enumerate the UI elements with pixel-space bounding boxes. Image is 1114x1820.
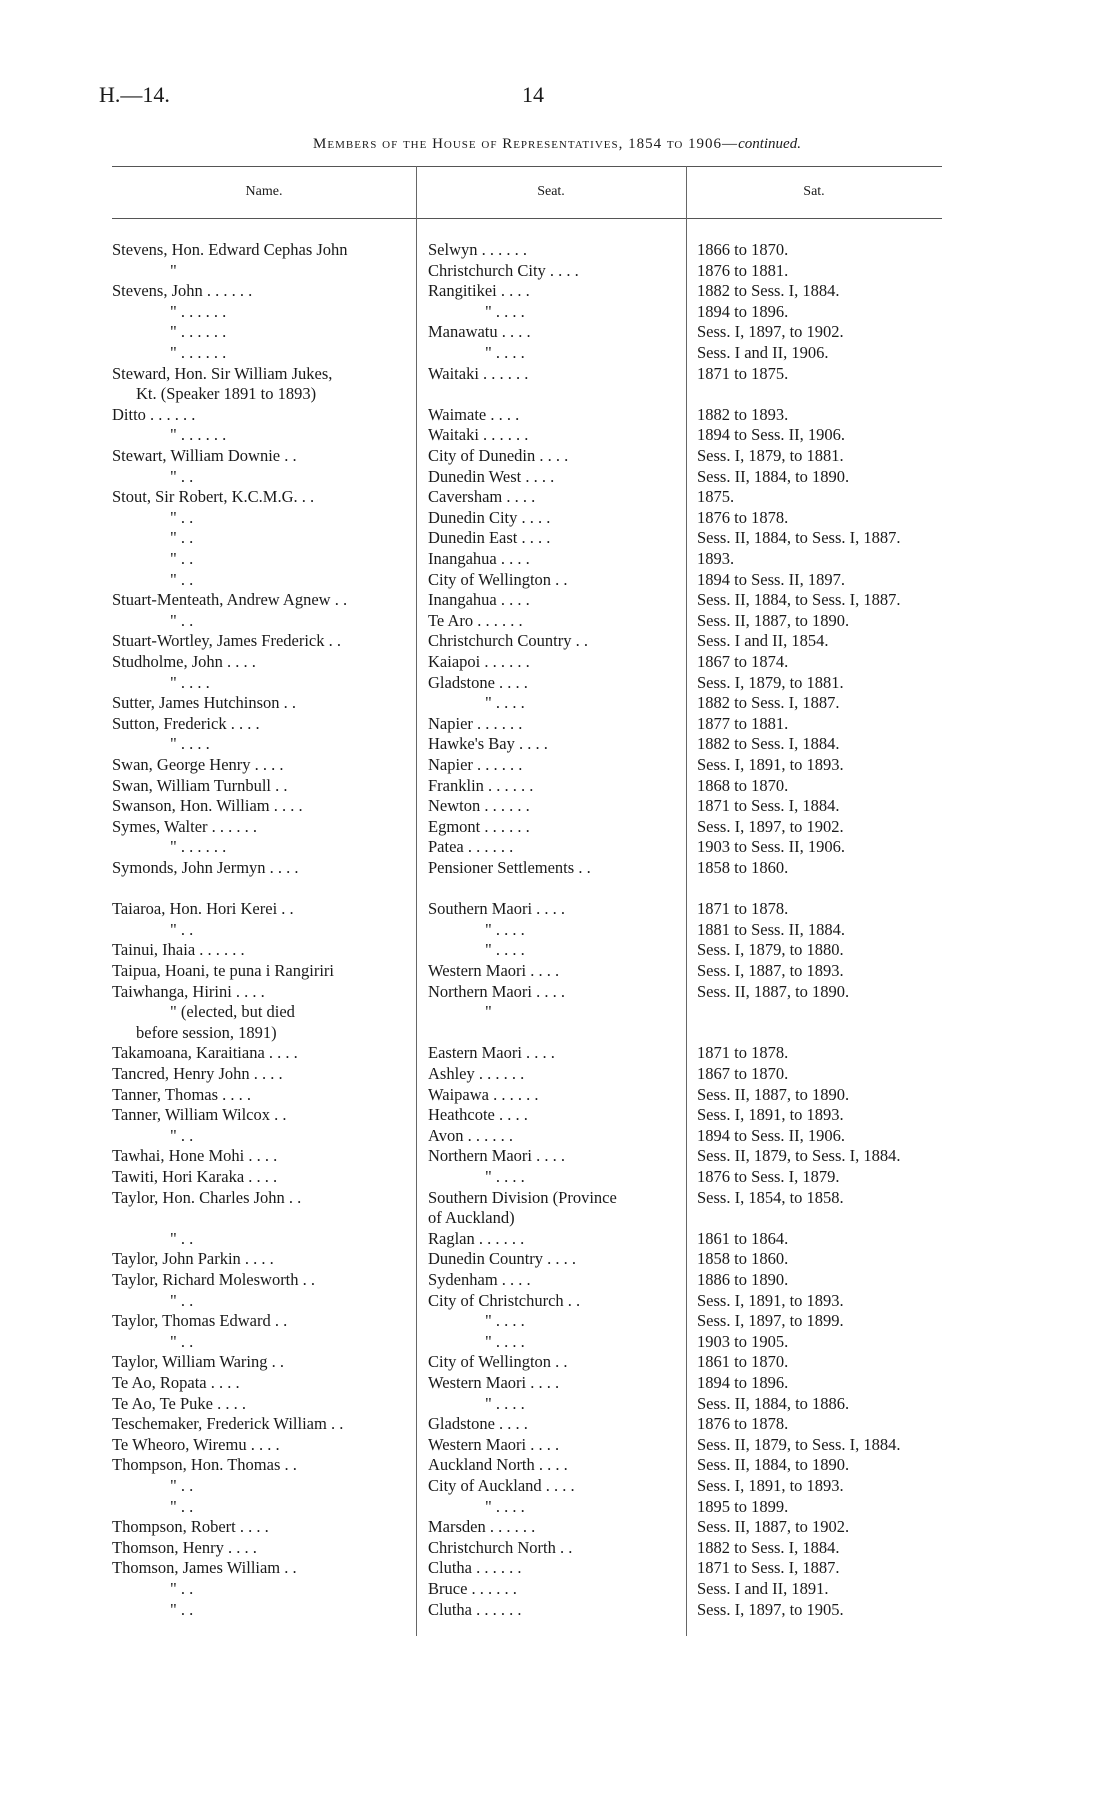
- cell-name: Stevens, John . . . . . .: [112, 281, 253, 301]
- table-row: [0, 1023, 1114, 1044]
- cell-sat: Sess. I, 1891, to 1893.: [697, 1290, 844, 1310]
- cell-name: Taylor, John Parkin . . . .: [112, 1249, 274, 1269]
- cell-seat: Sydenham . . . .: [428, 1270, 531, 1289]
- cell-sat: 1871 to 1875.: [697, 363, 789, 383]
- cell-sat: 1903 to Sess. II, 1906.: [697, 837, 846, 857]
- cell-seat: Southern Division (Province: [428, 1187, 617, 1207]
- table-row: [0, 590, 1114, 611]
- cell-sat: 1861 to 1870.: [697, 1352, 789, 1372]
- cell-sat: 1882 to Sess. I, 1884.: [697, 734, 840, 754]
- cell-name: Stuart-Menteath, Andrew Agnew . .: [112, 590, 348, 610]
- table-row: [0, 1435, 1114, 1456]
- cell-seat: City of Dunedin . . . .: [428, 446, 569, 465]
- cell-seat: Auckland North . . . .: [428, 1455, 568, 1475]
- cell-name: Thomson, James William . .: [112, 1558, 297, 1578]
- cell-sat: Sess. I, 1854, to 1858.: [697, 1187, 844, 1207]
- table-row: [0, 1126, 1114, 1147]
- table-row: [0, 652, 1114, 673]
- table-row: [0, 570, 1114, 591]
- table-row: [0, 1002, 1114, 1023]
- cell-name: " . .: [170, 1579, 194, 1598]
- table-row: [0, 776, 1114, 797]
- cell-seat: Te Aro . . . . . .: [428, 610, 523, 630]
- table-row: [0, 1188, 1114, 1209]
- cell-name: " . .: [170, 528, 194, 548]
- cell-seat: City of Auckland . . . .: [428, 1476, 575, 1495]
- cell-seat: ": [485, 1002, 492, 1022]
- cell-sat: Sess. II, 1887, to 1890.: [697, 610, 850, 630]
- cell-name: Sutter, James Hutchinson . .: [112, 693, 297, 713]
- cell-name: Steward, Hon. Sir William Jukes,: [112, 363, 333, 383]
- table-row: [0, 1538, 1114, 1559]
- cell-name: Swan, George Henry . . . .: [112, 755, 284, 774]
- cell-sat: 1894 to Sess. II, 1906.: [697, 425, 846, 445]
- cell-name: " . .: [170, 466, 194, 486]
- cell-seat: City of Wellington . .: [428, 1352, 568, 1372]
- cell-name: Stuart-Wortley, James Frederick . .: [112, 631, 341, 651]
- cell-seat: Waimate . . . .: [428, 404, 520, 424]
- cell-seat: Franklin . . . . . .: [428, 775, 534, 795]
- cell-seat: " . . . .: [485, 1331, 525, 1351]
- cell-sat: 1871 to Sess. I, 1884.: [697, 796, 840, 816]
- cell-seat: Dunedin City . . . .: [428, 507, 551, 527]
- cell-name: Symonds, John Jermyn . . . .: [112, 858, 299, 877]
- table-row: [0, 261, 1114, 282]
- cell-name: " . .: [170, 919, 194, 939]
- cell-seat: Caversham . . . .: [428, 487, 536, 507]
- cell-name: " . .: [170, 610, 194, 630]
- cell-sat: 1867 to 1874.: [697, 652, 789, 671]
- cell-sat: Sess. I and II, 1906.: [697, 343, 829, 362]
- cell-sat: 1893.: [697, 549, 735, 568]
- cell-name: " . .: [170, 1125, 194, 1145]
- table-row: [0, 384, 1114, 405]
- cell-sat: 1894 to 1896.: [697, 1373, 789, 1392]
- cell-seat: " . . . .: [485, 940, 525, 960]
- cell-sat: Sess. I, 1897, to 1905.: [697, 1599, 844, 1619]
- table-row: [0, 1229, 1114, 1250]
- cell-seat: " . . . .: [485, 1311, 525, 1331]
- cell-seat: Dunedin East . . . .: [428, 528, 551, 548]
- cell-name: " . . . . . .: [170, 343, 227, 362]
- cell-name: " . . . . . .: [170, 322, 227, 342]
- cell-name: Te Ao, Ropata . . . .: [112, 1373, 240, 1392]
- table-row: [0, 1085, 1114, 1106]
- cell-seat: City of Wellington . .: [428, 569, 568, 589]
- cell-name: " . .: [170, 569, 194, 589]
- table-row: [0, 1497, 1114, 1518]
- cell-seat: Newton . . . . . .: [428, 796, 530, 816]
- cell-seat: Rangitikei . . . .: [428, 281, 530, 301]
- cell-sat: 1871 to 1878.: [697, 899, 789, 919]
- cell-name: " (elected, but died: [170, 1002, 295, 1022]
- table-row: [0, 1558, 1114, 1579]
- cell-seat: Patea . . . . . .: [428, 837, 514, 857]
- table-row: [0, 611, 1114, 632]
- cell-sat: 1881 to Sess. II, 1884.: [697, 919, 846, 939]
- cell-sat: 1858 to 1860.: [697, 858, 789, 877]
- table-row: [0, 1352, 1114, 1373]
- cell-seat: Pensioner Settlements . .: [428, 858, 591, 877]
- cell-name: before session, 1891): [136, 1022, 277, 1042]
- cell-seat: Eastern Maori . . . .: [428, 1043, 555, 1063]
- cell-name: Swan, William Turnbull . .: [112, 775, 288, 795]
- cell-name: Tawiti, Hori Karaka . . . .: [112, 1167, 278, 1186]
- cell-name: Taylor, Hon. Charles John . .: [112, 1187, 302, 1207]
- cell-name: Taipua, Hoani, te puna i Rangiriri: [112, 961, 334, 980]
- cell-seat: " . . . .: [485, 919, 525, 939]
- table-row: [0, 734, 1114, 755]
- cell-sat: 1866 to 1870.: [697, 240, 789, 259]
- column-header-seat: Seat.: [537, 184, 565, 199]
- table-row: [0, 1043, 1114, 1064]
- cell-sat: Sess. II, 1884, to 1890.: [697, 466, 850, 486]
- cell-seat: Heathcote . . . .: [428, 1105, 528, 1125]
- cell-sat: 1871 to 1878.: [697, 1043, 789, 1063]
- table-row: [0, 858, 1114, 879]
- cell-name: Stevens, Hon. Edward Cephas John: [112, 240, 348, 259]
- cell-seat: Napier . . . . . .: [428, 755, 523, 774]
- table-row: [0, 1455, 1114, 1476]
- cell-name: " . .: [170, 549, 194, 568]
- cell-name: Tanner, Thomas . . . .: [112, 1084, 252, 1104]
- table-row: [0, 1249, 1114, 1270]
- cell-sat: Sess. I and II, 1854.: [697, 631, 829, 651]
- cell-name: Taiwhanga, Hirini . . . .: [112, 981, 265, 1001]
- cell-seat: Gladstone . . . .: [428, 672, 528, 692]
- cell-sat: 1882 to Sess. I, 1884.: [697, 281, 840, 301]
- cell-name: Ditto . . . . . .: [112, 404, 196, 424]
- cell-seat: Avon . . . . . .: [428, 1125, 513, 1145]
- table-row: [0, 1105, 1114, 1126]
- cell-seat: Kaiapoi . . . . . .: [428, 652, 530, 671]
- column-header-sat: Sat.: [803, 184, 825, 199]
- cell-sat: Sess. II, 1879, to Sess. I, 1884.: [697, 1434, 901, 1454]
- table-row: [0, 1414, 1114, 1435]
- table-row: [0, 1517, 1114, 1538]
- cell-seat: Western Maori . . . .: [428, 1373, 560, 1392]
- cell-name: Kt. (Speaker 1891 to 1893): [136, 384, 317, 404]
- cell-seat: " . . . .: [485, 693, 525, 713]
- table-row: [0, 1208, 1114, 1229]
- cell-seat: Selwyn . . . . . .: [428, 240, 527, 259]
- cell-sat: Sess. I, 1879, to 1880.: [697, 940, 844, 960]
- cell-sat: Sess. I, 1879, to 1881.: [697, 446, 844, 465]
- cell-sat: Sess. II, 1887, to 1890.: [697, 1084, 850, 1104]
- table-row: [0, 982, 1114, 1003]
- table-row: [0, 425, 1114, 446]
- cell-name: " . .: [170, 1496, 194, 1516]
- table-row: [0, 693, 1114, 714]
- cell-name: Tanner, William Wilcox . .: [112, 1105, 287, 1125]
- cell-seat: Waipawa . . . . . .: [428, 1084, 539, 1104]
- cell-sat: 1894 to 1896.: [697, 301, 789, 321]
- table-row: [0, 1579, 1114, 1600]
- table-row: [0, 1476, 1114, 1497]
- table-row: [0, 322, 1114, 343]
- cell-name: " . .: [170, 1476, 194, 1495]
- cell-name: Te Ao, Te Puke . . . .: [112, 1393, 246, 1413]
- cell-seat: Hawke's Bay . . . .: [428, 734, 548, 754]
- cell-sat: 1894 to Sess. II, 1906.: [697, 1125, 846, 1145]
- cell-sat: Sess. I, 1879, to 1881.: [697, 672, 844, 692]
- cell-name: " . . . . . .: [170, 837, 227, 857]
- table-row: [0, 446, 1114, 467]
- table-row: [0, 879, 1114, 900]
- cell-seat: Western Maori . . . .: [428, 1434, 560, 1454]
- cell-seat: Marsden . . . . . .: [428, 1517, 536, 1537]
- cell-name: Stout, Sir Robert, K.C.M.G. . .: [112, 487, 315, 507]
- cell-sat: Sess. II, 1887, to 1890.: [697, 981, 850, 1001]
- table-row: [0, 1332, 1114, 1353]
- cell-name: " . . . . . .: [170, 425, 227, 445]
- cell-sat: 1882 to Sess. I, 1884.: [697, 1537, 840, 1557]
- cell-sat: 1875.: [697, 487, 735, 507]
- cell-sat: 1894 to Sess. II, 1897.: [697, 569, 846, 589]
- table-row: [0, 1394, 1114, 1415]
- table-row: [0, 1167, 1114, 1188]
- cell-name: Tainui, Ihaia . . . . . .: [112, 940, 245, 960]
- cell-name: ": [170, 260, 177, 280]
- table-row: [0, 673, 1114, 694]
- cell-seat: Manawatu . . . .: [428, 322, 531, 342]
- table-row: [0, 1291, 1114, 1312]
- table-title-continued: continued.: [738, 136, 801, 152]
- cell-name: Taiaroa, Hon. Hori Kerei . .: [112, 899, 294, 919]
- table-row: [0, 508, 1114, 529]
- cell-name: Tawhai, Hone Mohi . . . .: [112, 1146, 278, 1166]
- cell-seat: Northern Maori . . . .: [428, 1146, 566, 1166]
- cell-seat: Egmont . . . . . .: [428, 816, 530, 836]
- cell-seat: Gladstone . . . .: [428, 1414, 528, 1434]
- cell-name: Sutton, Frederick . . . .: [112, 713, 260, 733]
- cell-seat: Christchurch Country . .: [428, 631, 588, 651]
- table-row: [0, 343, 1114, 364]
- table-row: [0, 1600, 1114, 1621]
- cell-name: Thompson, Hon. Thomas . .: [112, 1455, 297, 1475]
- table-row: [0, 549, 1114, 570]
- cell-sat: Sess. II, 1884, to 1890.: [697, 1455, 850, 1475]
- table-row: [0, 961, 1114, 982]
- cell-sat: 1876 to 1878.: [697, 507, 789, 527]
- cell-name: " . . . .: [170, 672, 210, 692]
- cell-name: Thompson, Robert . . . .: [112, 1517, 269, 1537]
- cell-name: " . .: [170, 1599, 194, 1619]
- cell-name: " . .: [170, 1290, 194, 1310]
- table-row: [0, 631, 1114, 652]
- table-row: [0, 240, 1114, 261]
- cell-sat: 1877 to 1881.: [697, 713, 789, 733]
- table-row: [0, 714, 1114, 735]
- table-title-main: Members of the House of Representatives, 1854 to 1906—: [313, 136, 739, 152]
- cell-seat: Clutha . . . . . .: [428, 1599, 522, 1619]
- header-top-rule: [112, 166, 942, 167]
- header-bottom-rule: [112, 218, 942, 219]
- cell-sat: 1903 to 1905.: [697, 1331, 789, 1351]
- table-row: [0, 1146, 1114, 1167]
- cell-sat: Sess. I, 1887, to 1893.: [697, 961, 844, 980]
- cell-name: " . .: [170, 1331, 194, 1351]
- table-row: [0, 302, 1114, 323]
- cell-seat: Waitaki . . . . . .: [428, 363, 529, 383]
- cell-seat: " . . . .: [485, 1496, 525, 1516]
- cell-seat: City of Christchurch . .: [428, 1290, 581, 1310]
- table-row: [0, 796, 1114, 817]
- table-row: [0, 1064, 1114, 1085]
- cell-sat: Sess. II, 1884, to Sess. I, 1887.: [697, 590, 901, 610]
- cell-sat: Sess. I, 1891, to 1893.: [697, 755, 844, 774]
- cell-sat: Sess. I, 1891, to 1893.: [697, 1476, 844, 1495]
- cell-seat: Inangahua . . . .: [428, 549, 530, 568]
- cell-name: " . .: [170, 507, 194, 527]
- cell-sat: 1882 to 1893.: [697, 404, 789, 424]
- cell-name: Tancred, Henry John . . . .: [112, 1064, 283, 1083]
- table-row: [0, 528, 1114, 549]
- cell-name: Takamoana, Karaitiana . . . .: [112, 1043, 298, 1063]
- table-row: [0, 281, 1114, 302]
- table-row: [0, 487, 1114, 508]
- cell-name: Taylor, William Waring . .: [112, 1352, 285, 1372]
- cell-sat: 1871 to Sess. I, 1887.: [697, 1558, 840, 1578]
- cell-seat: " . . . .: [485, 1167, 525, 1186]
- cell-seat: " . . . .: [485, 301, 525, 321]
- table-row: [0, 364, 1114, 385]
- cell-seat: Dunedin West . . . .: [428, 466, 555, 486]
- cell-sat: 1876 to 1878.: [697, 1414, 789, 1434]
- table-row: [0, 405, 1114, 426]
- cell-sat: Sess. I, 1891, to 1893.: [697, 1105, 844, 1125]
- cell-sat: Sess. I, 1897, to 1902.: [697, 322, 844, 342]
- cell-sat: 1886 to 1890.: [697, 1270, 789, 1289]
- cell-sat: Sess. I, 1897, to 1899.: [697, 1311, 844, 1331]
- document-reference: H.—14.: [99, 82, 170, 107]
- cell-name: Taylor, Thomas Edward . .: [112, 1311, 288, 1331]
- table-row: [0, 1373, 1114, 1394]
- table-row: [0, 1270, 1114, 1291]
- page-number: 14: [522, 82, 544, 107]
- cell-sat: Sess. II, 1884, to 1886.: [697, 1393, 850, 1413]
- table-title: [0, 136, 1114, 153]
- cell-seat: " . . . .: [485, 1393, 525, 1413]
- cell-seat: Christchurch City . . . .: [428, 260, 579, 280]
- cell-seat: Christchurch North . .: [428, 1537, 573, 1557]
- cell-sat: 1876 to 1881.: [697, 260, 789, 280]
- cell-name: Swanson, Hon. William . . . .: [112, 796, 303, 816]
- cell-sat: Sess. II, 1884, to Sess. I, 1887.: [697, 528, 901, 548]
- cell-name: " . . . .: [170, 734, 210, 754]
- cell-sat: 1867 to 1870.: [697, 1064, 789, 1083]
- cell-seat: " . . . .: [485, 343, 525, 362]
- cell-seat: Western Maori . . . .: [428, 961, 560, 980]
- cell-seat: Waitaki . . . . . .: [428, 425, 529, 445]
- cell-seat: of Auckland): [428, 1208, 515, 1228]
- cell-name: Teschemaker, Frederick William . .: [112, 1414, 344, 1434]
- cell-seat: Dunedin Country . . . .: [428, 1249, 577, 1269]
- cell-sat: 1895 to 1899.: [697, 1496, 789, 1516]
- cell-sat: Sess. II, 1879, to Sess. I, 1884.: [697, 1146, 901, 1166]
- cell-sat: 1882 to Sess. I, 1887.: [697, 693, 840, 713]
- table-row: [0, 755, 1114, 776]
- table-row: [0, 899, 1114, 920]
- cell-sat: 1861 to 1864.: [697, 1228, 789, 1248]
- table-row: [0, 837, 1114, 858]
- cell-name: Symes, Walter . . . . . .: [112, 816, 258, 836]
- cell-sat: 1858 to 1860.: [697, 1249, 789, 1269]
- cell-sat: Sess. I and II, 1891.: [697, 1579, 829, 1598]
- cell-name: " . . . . . .: [170, 301, 227, 321]
- table-row: [0, 467, 1114, 488]
- cell-sat: Sess. II, 1887, to 1902.: [697, 1517, 850, 1537]
- cell-name: Taylor, Richard Molesworth . .: [112, 1270, 316, 1289]
- cell-name: Te Wheoro, Wiremu . . . .: [112, 1434, 280, 1454]
- cell-name: Studholme, John . . . .: [112, 652, 256, 671]
- column-header-name: Name.: [245, 184, 283, 199]
- cell-seat: Ashley . . . . . .: [428, 1064, 525, 1083]
- cell-name: Thomson, Henry . . . .: [112, 1537, 257, 1557]
- cell-seat: Northern Maori . . . .: [428, 981, 566, 1001]
- cell-name: Stewart, William Downie . .: [112, 446, 297, 465]
- cell-seat: Raglan . . . . . .: [428, 1228, 525, 1248]
- table-row: [0, 1311, 1114, 1332]
- table-row: [0, 920, 1114, 941]
- cell-sat: Sess. I, 1897, to 1902.: [697, 816, 844, 836]
- cell-seat: Inangahua . . . .: [428, 590, 530, 610]
- cell-name: " . .: [170, 1228, 194, 1248]
- table-row: [0, 940, 1114, 961]
- cell-sat: 1876 to Sess. I, 1879.: [697, 1167, 840, 1186]
- cell-seat: Bruce . . . . . .: [428, 1579, 517, 1598]
- cell-seat: Napier . . . . . .: [428, 713, 523, 733]
- cell-seat: Clutha . . . . . .: [428, 1558, 522, 1578]
- table-row: [0, 817, 1114, 838]
- cell-sat: 1868 to 1870.: [697, 775, 789, 795]
- cell-seat: Southern Maori . . . .: [428, 899, 566, 919]
